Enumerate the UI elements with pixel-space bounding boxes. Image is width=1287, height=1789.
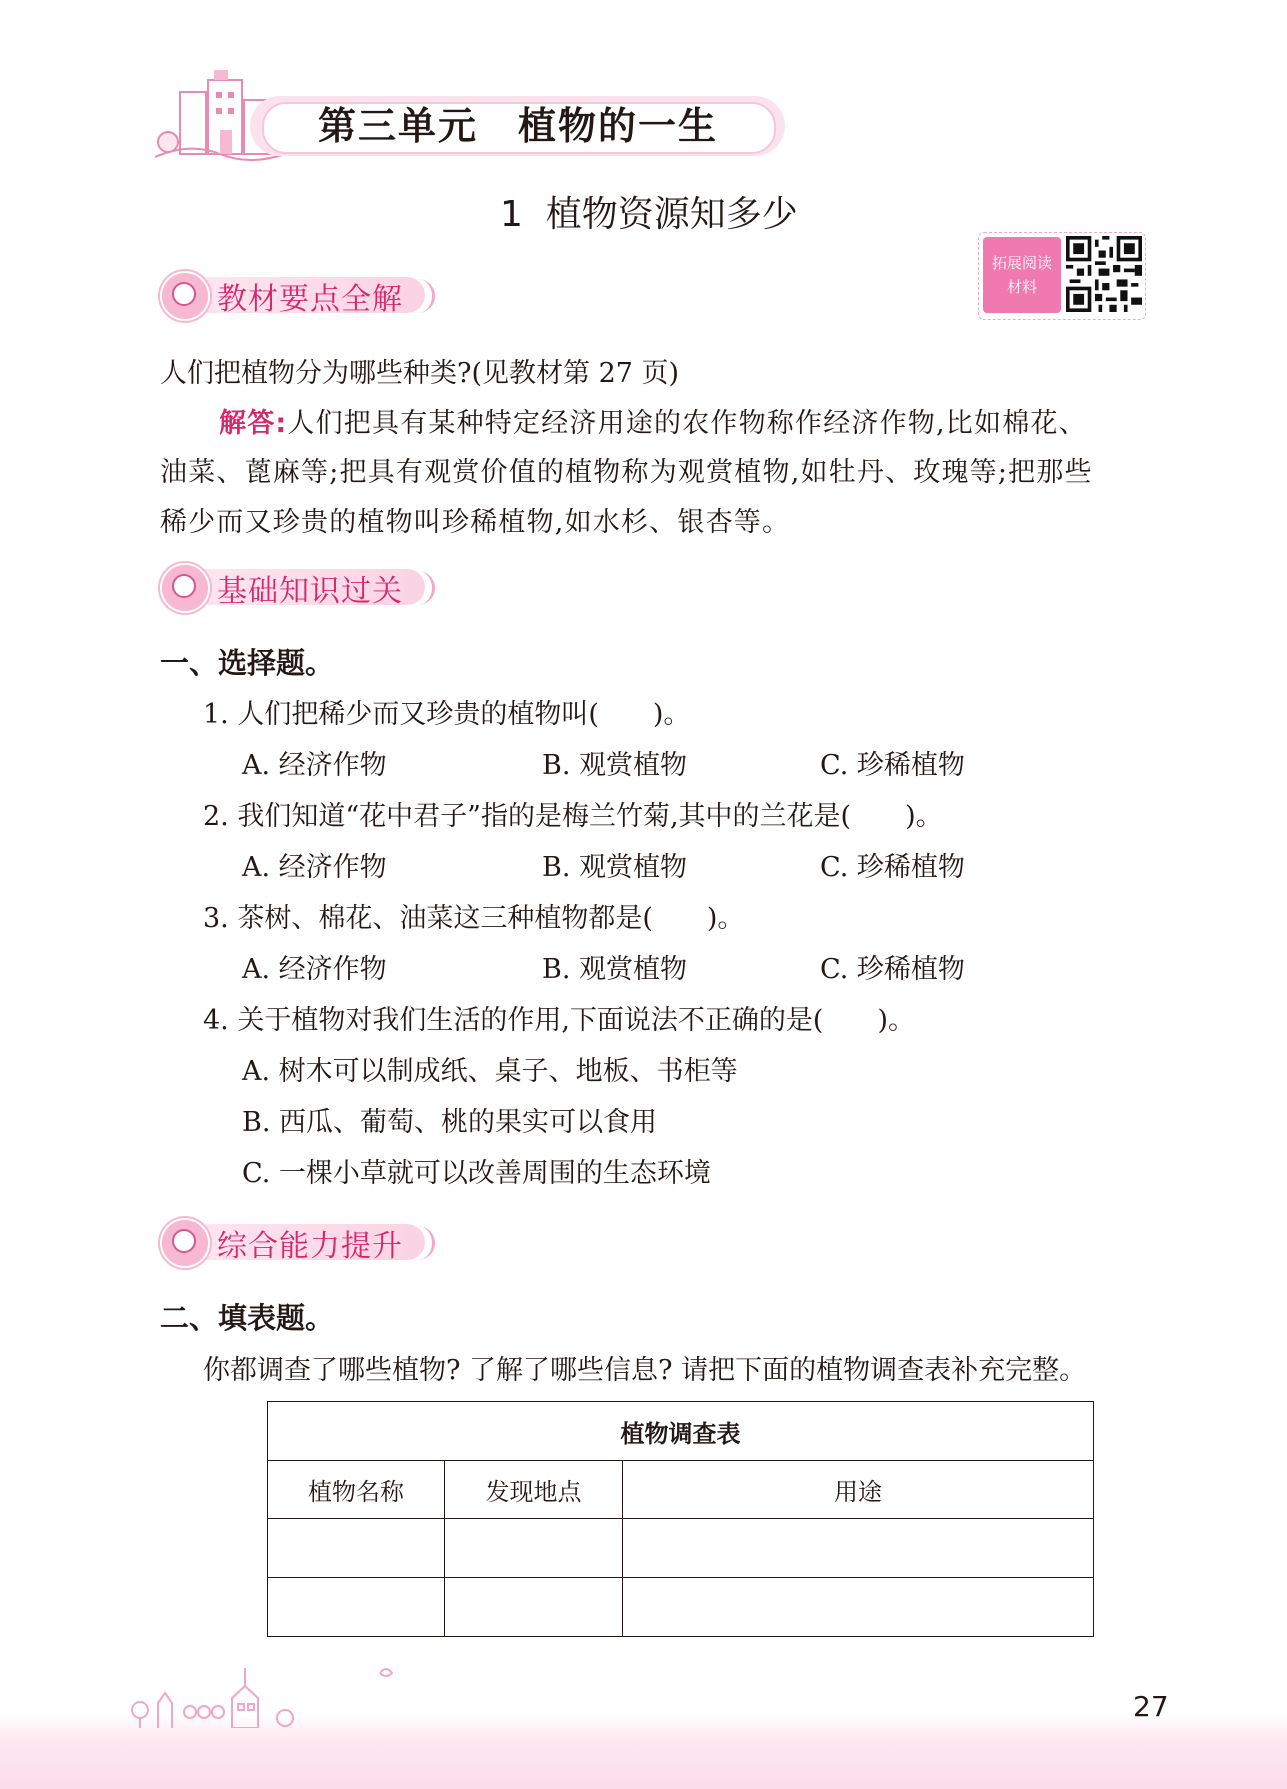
q2-option-b[interactable]: B. 观赏植物 [542,852,688,883]
footer-decoration [120,1648,420,1728]
q1-option-a[interactable]: A. 经济作物 [242,750,387,781]
q3-option-a[interactable]: A. 经济作物 [242,954,387,985]
section-title: 综合能力提升 [217,1229,403,1264]
q1-option-b[interactable]: B. 观赏植物 [542,750,688,781]
q4-stem: 4. 关于植物对我们生活的作用,下面说法不正确的是( )。 [203,1005,915,1036]
table-cell-empty[interactable] [623,1578,1094,1637]
section-title: 教材要点全解 [217,282,403,317]
table-header-location: 发现地点 [445,1461,623,1519]
qr-label [983,237,1061,313]
section-key-points [160,271,440,319]
lesson-title: 1 植物资源知多少 [500,194,798,235]
section-basic-knowledge [160,563,440,611]
qr-label-line2: 材料 [1006,278,1037,296]
mascot-icon [160,271,210,321]
answer-text: 人们把具有某种特定经济用途的农作物称作经济作物,比如棉花、 [287,408,1087,439]
answer-label: 解答: [219,408,288,439]
q4-option-a[interactable]: A. 树木可以制成纸、桌子、地板、书柜等 [242,1056,738,1087]
key-point-answer-line1 [219,401,1087,440]
table-cell-empty[interactable] [445,1519,623,1578]
section-title: 基础知识过关 [217,574,403,609]
table-title: 植物调查表 [268,1402,1094,1461]
qr-label-line1: 拓展阅读 [991,254,1052,272]
q4-option-b[interactable]: B. 西瓜、葡萄、桃的果实可以食用 [242,1107,658,1138]
q3-option-b[interactable]: B. 观赏植物 [542,954,688,985]
q3-option-c[interactable]: C. 珍稀植物 [820,954,965,985]
table-header-name: 植物名称 [268,1461,445,1519]
mascot-icon [160,563,210,613]
q4-option-c[interactable]: C. 一棵小草就可以改善周围的生态环境 [242,1158,711,1189]
table-row [268,1519,1094,1578]
page-number: 27 [1133,1690,1169,1723]
q3-stem: 3. 茶树、棉花、油菜这三种植物都是( )。 [203,903,745,934]
key-point-question: 人们把植物分为哪些种类?(见教材第 27 页) [160,358,680,389]
qr-code-icon[interactable] [1066,236,1142,312]
survey-table [267,1401,1094,1637]
key-point-answer-line3: 稀少而又珍贵的植物叫珍稀植物,如水杉、银杏等。 [160,507,791,538]
q1-option-c[interactable]: C. 珍稀植物 [820,750,965,781]
q2-stem: 2. 我们知道“花中君子”指的是梅兰竹菊,其中的兰花是( )。 [203,801,943,832]
section-ability [160,1218,440,1266]
q2-option-a[interactable]: A. 经济作物 [242,852,387,883]
table-cell-empty[interactable] [623,1519,1094,1578]
unit-title: 第三单元 植物的一生 [318,104,719,148]
part2-instruction: 你都调查了哪些植物? 了解了哪些信息? 请把下面的植物调查表补充完整。 [203,1355,1087,1386]
q2-option-c[interactable]: C. 珍稀植物 [820,852,965,883]
part1-heading: 一、选择题。 [160,646,335,680]
key-point-answer-line2: 油菜、蓖麻等;把具有观赏价值的植物称为观赏植物,如牡丹、玫瑰等;把那些 [160,457,1093,488]
q1-stem: 1. 人们把稀少而又珍贵的植物叫( )。 [203,699,691,730]
table-cell-empty[interactable] [445,1578,623,1637]
mascot-icon [160,1218,210,1268]
table-header-use: 用途 [623,1461,1094,1519]
part2-heading: 二、填表题。 [160,1301,335,1335]
table-cell-empty[interactable] [268,1578,445,1637]
table-row [268,1578,1094,1637]
table-cell-empty[interactable] [268,1519,445,1578]
